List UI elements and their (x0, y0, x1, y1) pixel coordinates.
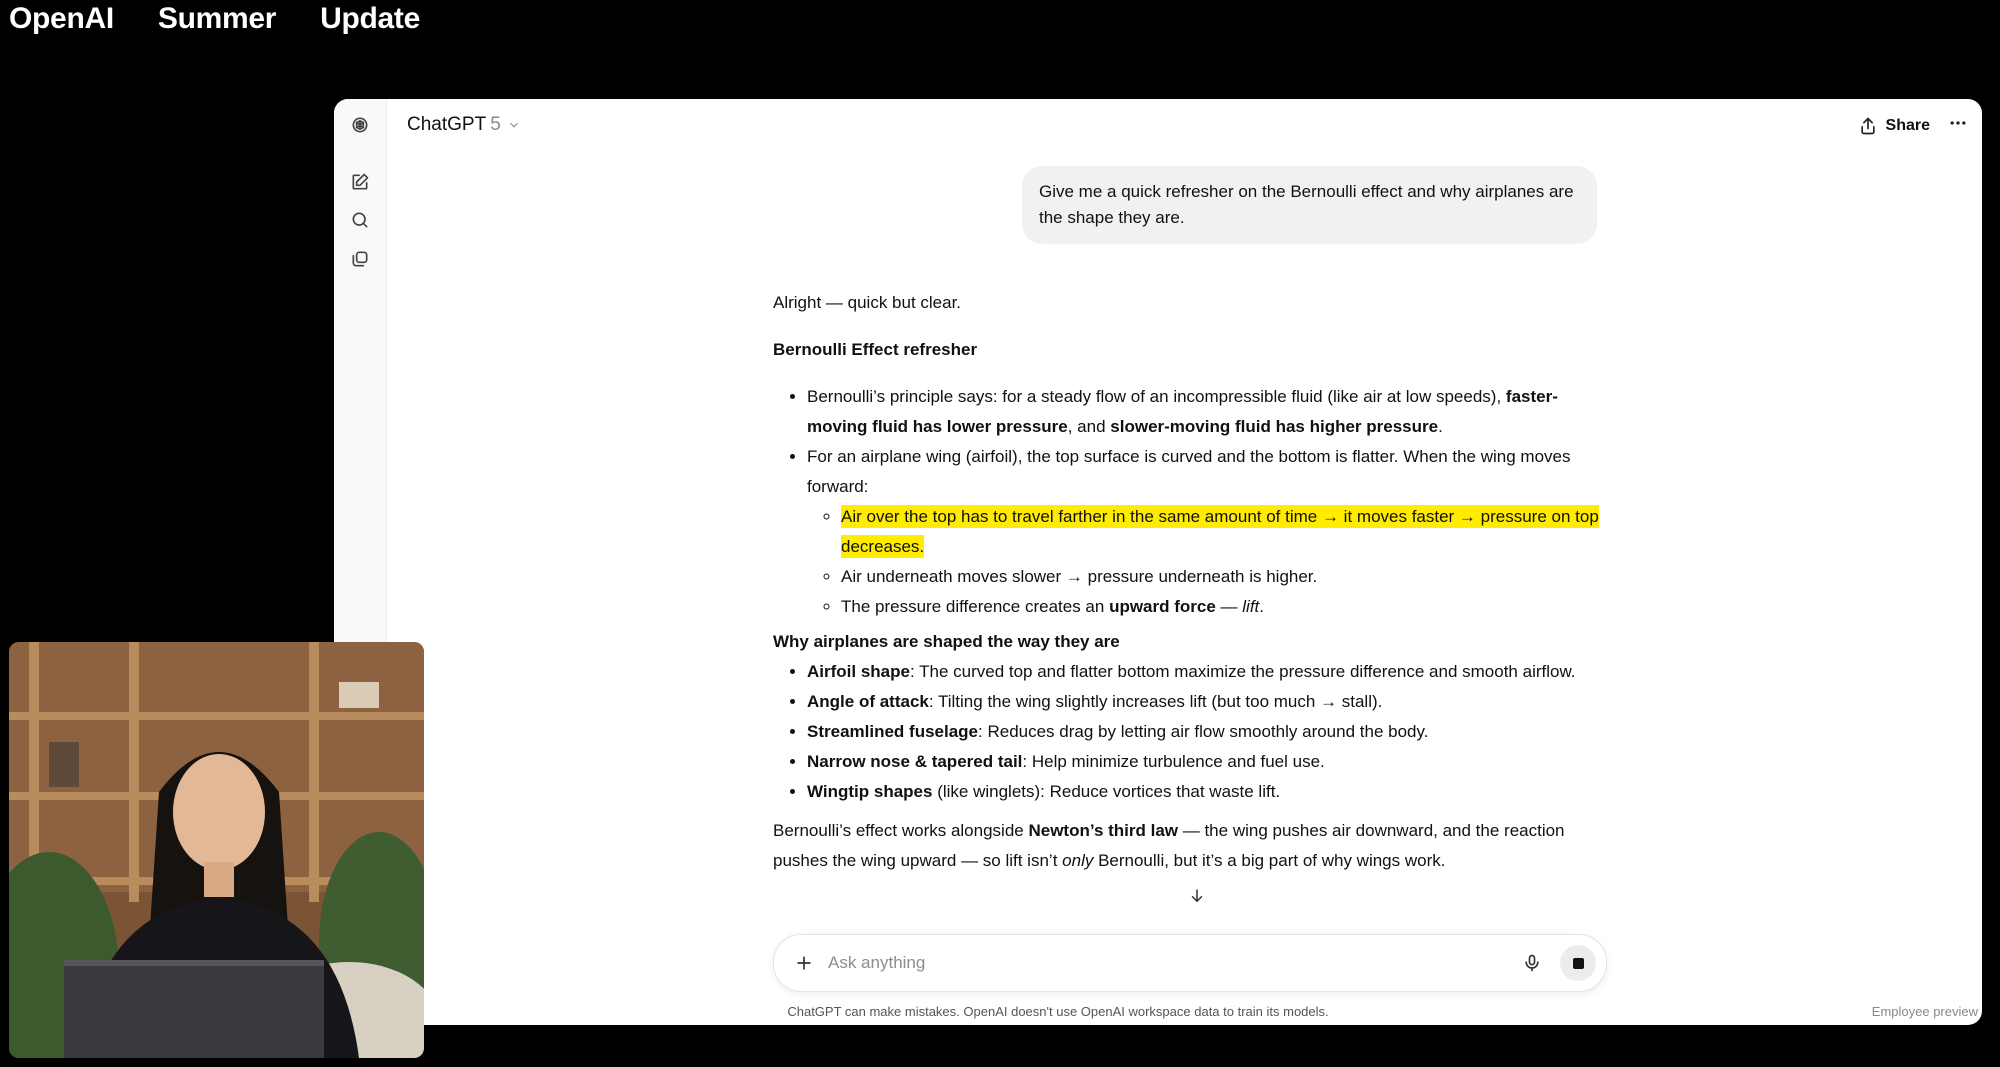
share-icon (1858, 116, 1878, 136)
list-item (841, 502, 1603, 562)
bold-text: slower-moving fluid has higher pressure (1110, 417, 1439, 436)
mic-icon (1522, 953, 1542, 973)
bold-text: Airfoil shape (807, 662, 910, 681)
text: For an airplane wing (airfoil), the top surface is curved and the bottom is flatter. When the wing moves forward: (807, 447, 1571, 496)
scroll-down-icon (1188, 887, 1206, 905)
disclaimer (334, 1004, 1982, 1019)
more-options-button[interactable] (1948, 113, 1968, 138)
bold-text: upward force (1109, 597, 1216, 616)
presenter-video (9, 642, 424, 1058)
dictate-button[interactable] (1520, 951, 1544, 975)
text: : The curved top and flatter bottom maximize the pressure difference and smooth airflow. (909, 662, 1576, 681)
model-picker[interactable] (407, 114, 521, 136)
bold-text: Newton’s third law (1028, 821, 1179, 840)
list-item (807, 777, 1603, 807)
event-word: OpenAI (9, 2, 114, 35)
new-chat-icon[interactable] (347, 169, 373, 195)
text: . (1438, 417, 1443, 436)
assistant-intro: Alright — quick but clear. (773, 293, 962, 312)
more-icon (1948, 113, 1968, 133)
attach-button[interactable] (792, 951, 816, 975)
text: Bernoulli’s principle says: for a steady flow of an incompressible fluid (like air at low speeds), (807, 387, 1506, 406)
text: The pressure difference creates an (841, 597, 1110, 616)
employee-preview-badge: Employee preview (1871, 1004, 1978, 1019)
model-version: 5 (490, 114, 501, 135)
italic-text: only (1062, 851, 1094, 870)
search-icon[interactable] (347, 207, 373, 233)
library-icon[interactable] (347, 246, 373, 272)
prompt-input[interactable] (826, 952, 1520, 974)
italic-text: lift (1242, 597, 1260, 616)
list-item (807, 382, 1603, 442)
list-item (807, 687, 1603, 717)
bold-text: Wingtip shapes (807, 782, 933, 801)
bold-text: Narrow nose & tapered tail (807, 752, 1023, 771)
assistant-message (773, 288, 1603, 876)
section-heading: Bernoulli Effect refresher (773, 340, 978, 359)
model-name: ChatGPT (407, 114, 487, 135)
text: , and (1067, 417, 1111, 436)
text: — the wing pushes air downward, and the reaction pushes the wing upward — so lift isn’t (773, 821, 1565, 870)
top-actions (1858, 113, 1968, 138)
text: — (1215, 597, 1243, 616)
assistant-closing (773, 816, 1603, 876)
list-item (841, 592, 1603, 622)
composer (773, 934, 1607, 992)
section-heading: Why airplanes are shaped the way they are (773, 632, 1120, 651)
sub-list (807, 502, 1603, 622)
list-item (807, 442, 1603, 622)
event-banner (9, 2, 420, 36)
text: : Help minimize turbulence and fuel use. (1022, 752, 1325, 771)
event-word: Update (320, 2, 420, 35)
list-item (807, 657, 1603, 687)
bold-text: faster-moving fluid has lower pressure (807, 387, 1558, 436)
stop-button[interactable] (1560, 945, 1596, 981)
share-button[interactable] (1858, 116, 1930, 136)
airplane-shape-list (773, 657, 1603, 807)
bold-text: Angle of attack (807, 692, 929, 711)
presenter-image (9, 642, 424, 1058)
user-message: Give me a quick refresher on the Bernoulli effect and why airplanes are the shape they are. (1022, 166, 1597, 244)
list-item (807, 747, 1603, 777)
text: Bernoulli’s effect works alongside (773, 821, 1029, 840)
event-word: Summer (157, 2, 277, 35)
text: Air underneath moves slower → pressure underneath is higher. (841, 567, 1318, 586)
stop-icon (1573, 958, 1584, 969)
bernoulli-list (773, 382, 1603, 622)
chatgpt-logo-icon[interactable] (347, 112, 373, 138)
bold-text: Streamlined fuselage (807, 722, 979, 741)
text: Bernoulli, but it’s a big part of why wings work. (1093, 851, 1446, 870)
highlighted-text: Air over the top has to travel farther in the same amount of time → it moves faster → pressure on top decreases. (841, 507, 1599, 556)
text: : Reduces drag by letting air flow smoothly around the body. (978, 722, 1429, 741)
chat-window (334, 99, 1982, 1025)
list-item (841, 562, 1603, 592)
disclaimer-text: ChatGPT can make mistakes. OpenAI doesn't use OpenAI workspace data to train its models. (787, 1004, 1329, 1019)
scroll-down-button[interactable] (1183, 882, 1211, 910)
share-label: Share (1885, 116, 1930, 134)
text: . (1259, 597, 1264, 616)
text: (like winglets): Reduce vortices that waste lift. (932, 782, 1281, 801)
chevron-down-icon (507, 118, 521, 132)
text: : Tilting the wing slightly increases lift (but too much → stall). (928, 692, 1383, 711)
list-item (807, 717, 1603, 747)
plus-icon (794, 953, 814, 973)
